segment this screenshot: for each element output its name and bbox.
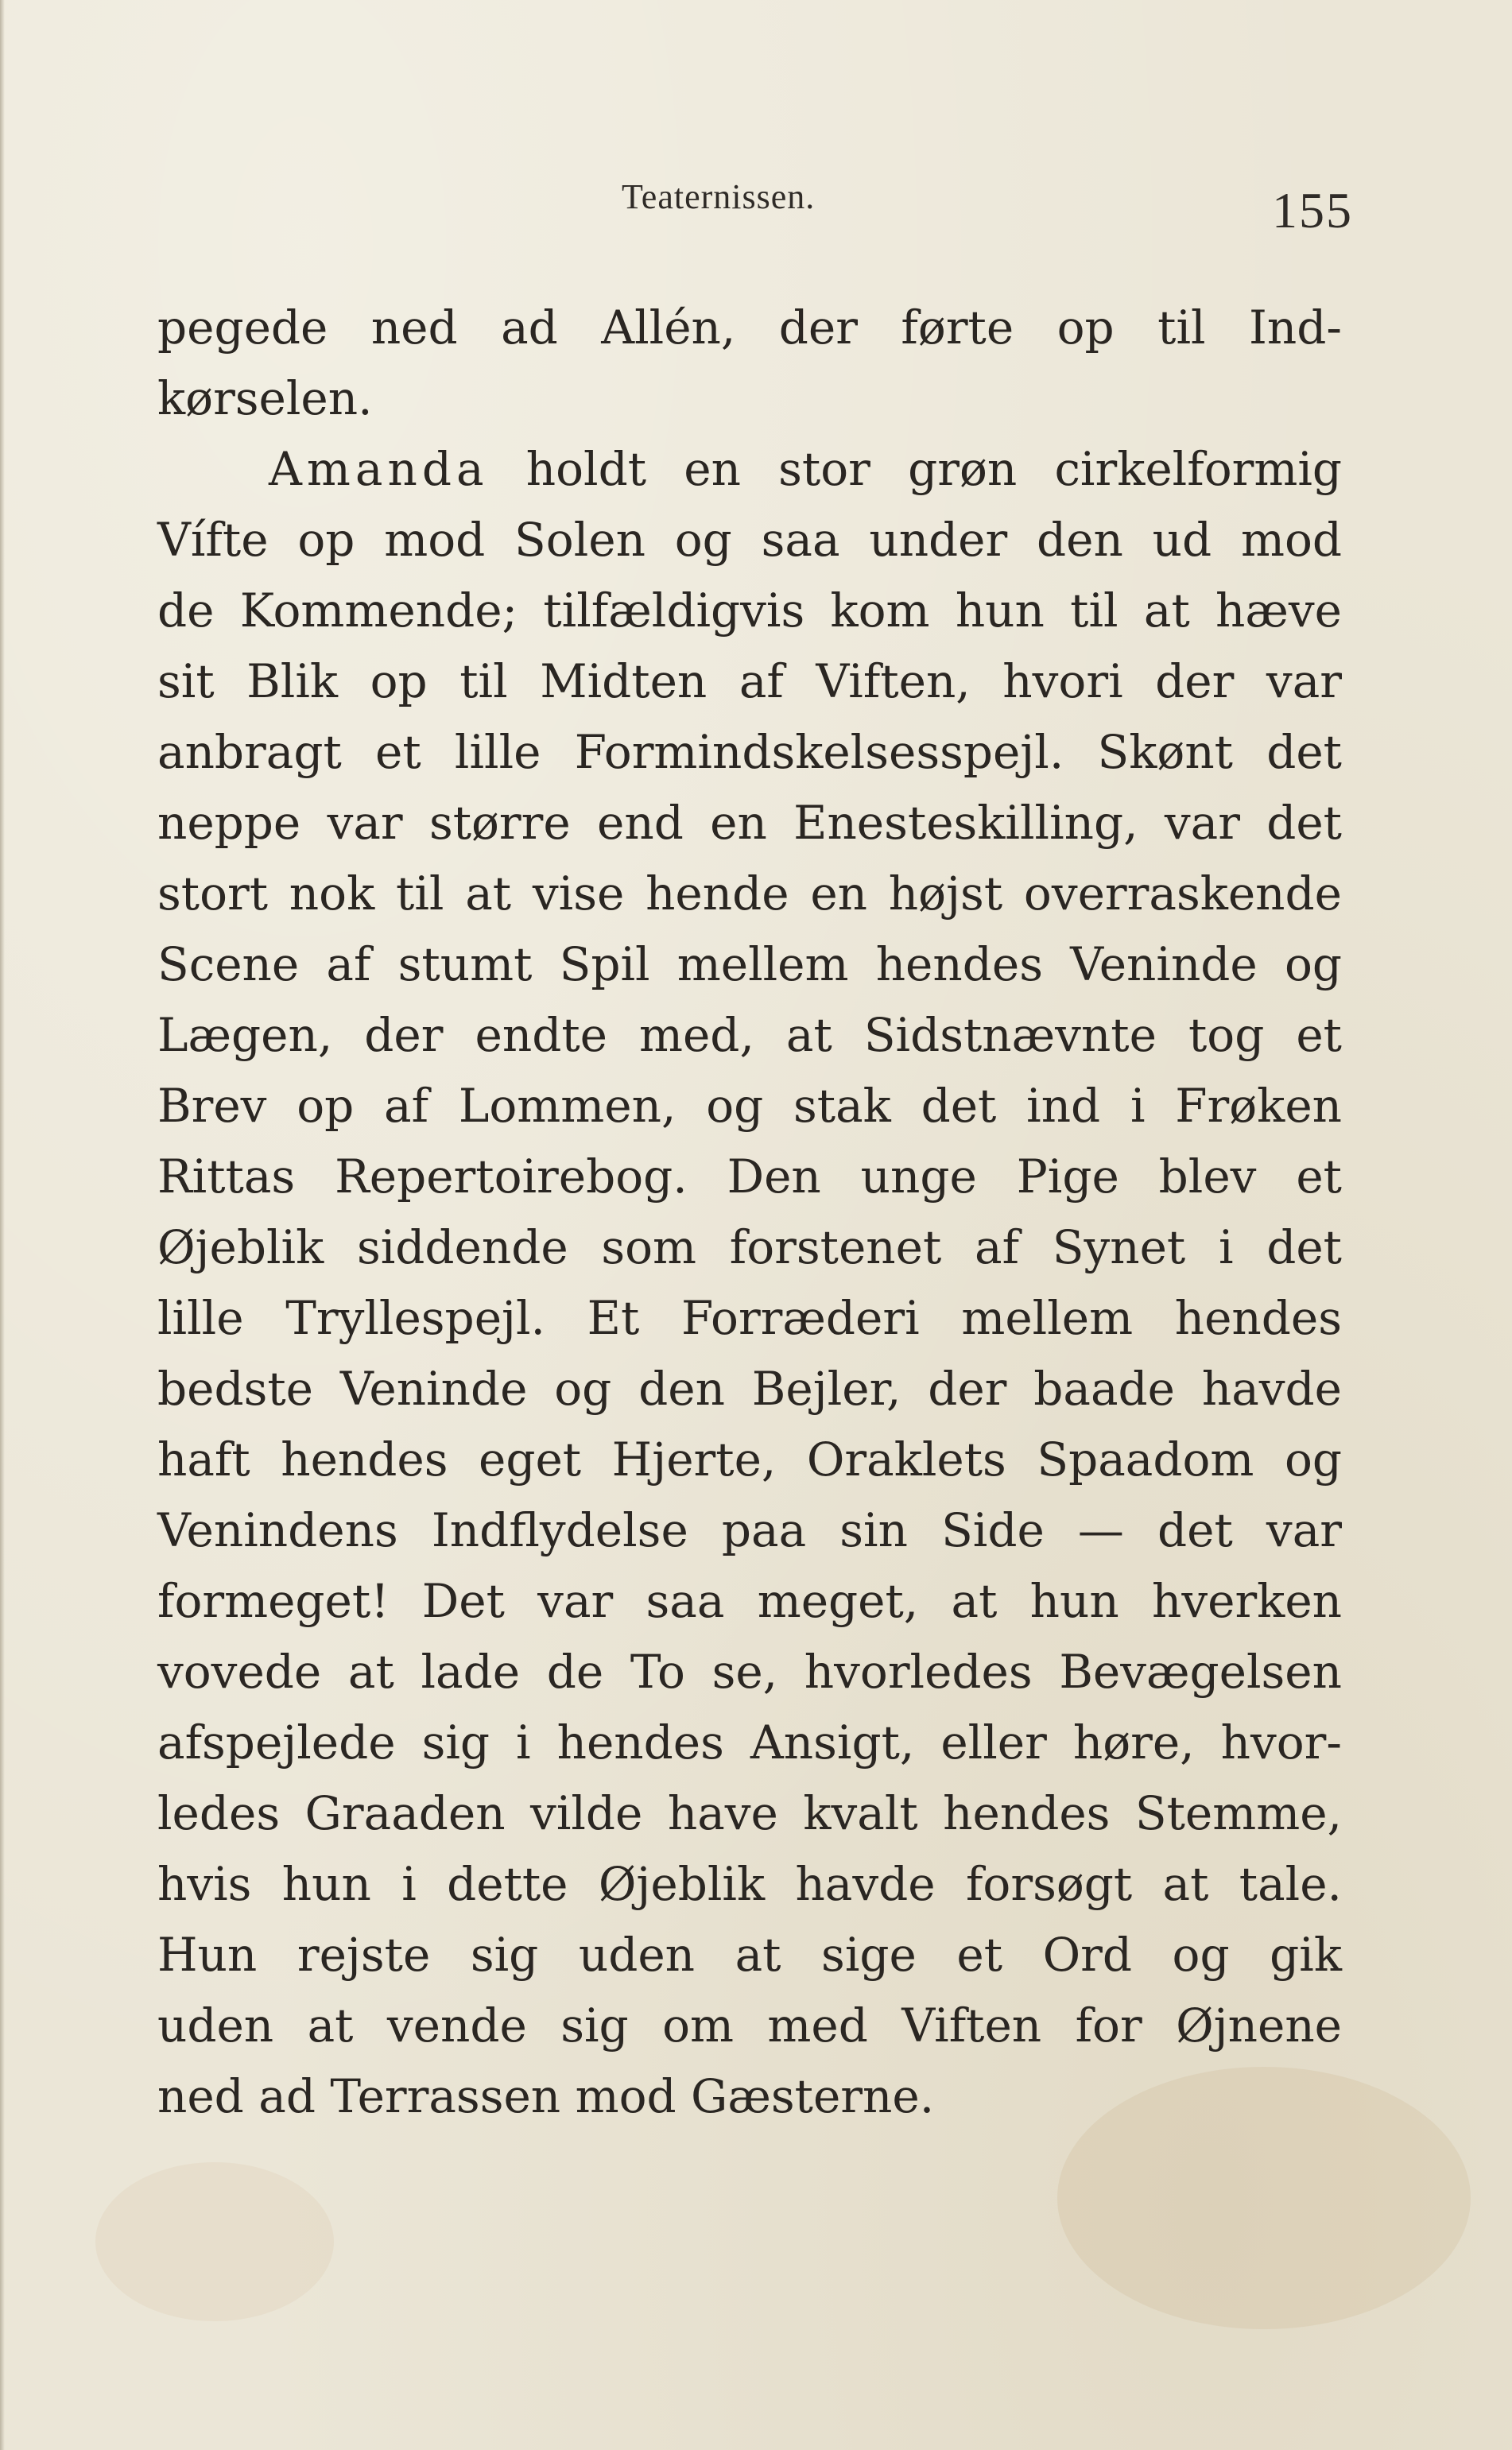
spaced-name: Amanda — [269, 442, 489, 496]
text-line: uden at vende sig om med Viften for Øjnene — [157, 1998, 1342, 2053]
text-line: neppe var større end en Enesteskilling, var det — [157, 796, 1342, 850]
text-line: stort nok til at vise hende en højst overraskende — [157, 866, 1342, 921]
text-line: pegede ned ad Allén, der førte op til Ind- — [157, 300, 1342, 355]
text-line: vovede at lade de To se, hvorledes Bevægelsen — [157, 1645, 1342, 1699]
text-line: kørselen. — [157, 371, 373, 425]
text-line: ned ad Terrassen mod Gæsterne. — [157, 2069, 935, 2123]
paragraph-first-line — [157, 434, 1342, 505]
text-line: ledes Graaden vilde have kvalt hendes Stemme, — [157, 1786, 1342, 1840]
page-edge-shadow — [0, 0, 5, 2450]
text-line: afspejlede sig i hendes Ansigt, eller høre, hvor- — [157, 1715, 1342, 1770]
text-line: formeget! Det var saa meget, at hun hverken — [157, 1574, 1342, 1628]
text-line: haft hendes eget Hjerte, Oraklets Spaadom og — [157, 1432, 1342, 1487]
text-line: Scene af stumt Spil mellem hendes Veninde og — [157, 937, 1342, 991]
text-line: Øjeblik siddende som forstenet af Synet i det — [157, 1220, 1342, 1274]
foxing-stain — [95, 2162, 334, 2321]
text-line: holdt en stor grøn cirkelformig — [525, 442, 1343, 496]
text-line: hvis hun i dette Øjeblik havde forsøgt at tale. — [157, 1857, 1342, 1911]
text-line: Rittas Repertoirebog. Den unge Pige blev et — [157, 1149, 1342, 1204]
text-line: Lægen, der endte med, at Sidstnævnte tog et — [157, 1008, 1342, 1062]
text-line: Brev op af Lommen, og stak det ind i Frøken — [157, 1079, 1342, 1133]
text-line: sit Blik op til Midten af Viften, hvori der var — [157, 654, 1342, 708]
text-line: Vífte op mod Solen og saa under den ud mod — [157, 513, 1342, 567]
text-line: anbragt et lille Formindskelsesspejl. Skønt det — [157, 725, 1342, 779]
text-line: lille Tryllespejl. Et Forræderi mellem hendes — [157, 1291, 1342, 1345]
page-number: 155 — [1272, 182, 1353, 238]
text-line: bedste Veninde og den Bejler, der baade havde — [157, 1362, 1342, 1416]
running-title: Teaternissen. — [622, 177, 816, 216]
body-text — [157, 293, 1342, 2132]
text-line: Hun rejste sig uden at sige et Ord og gik — [157, 1928, 1342, 1982]
text-line: Venindens Indflydelse paa sin Side — det var — [157, 1503, 1342, 1557]
text-line: de Kommende; tilfældigvis kom hun til at hæve — [157, 583, 1342, 638]
